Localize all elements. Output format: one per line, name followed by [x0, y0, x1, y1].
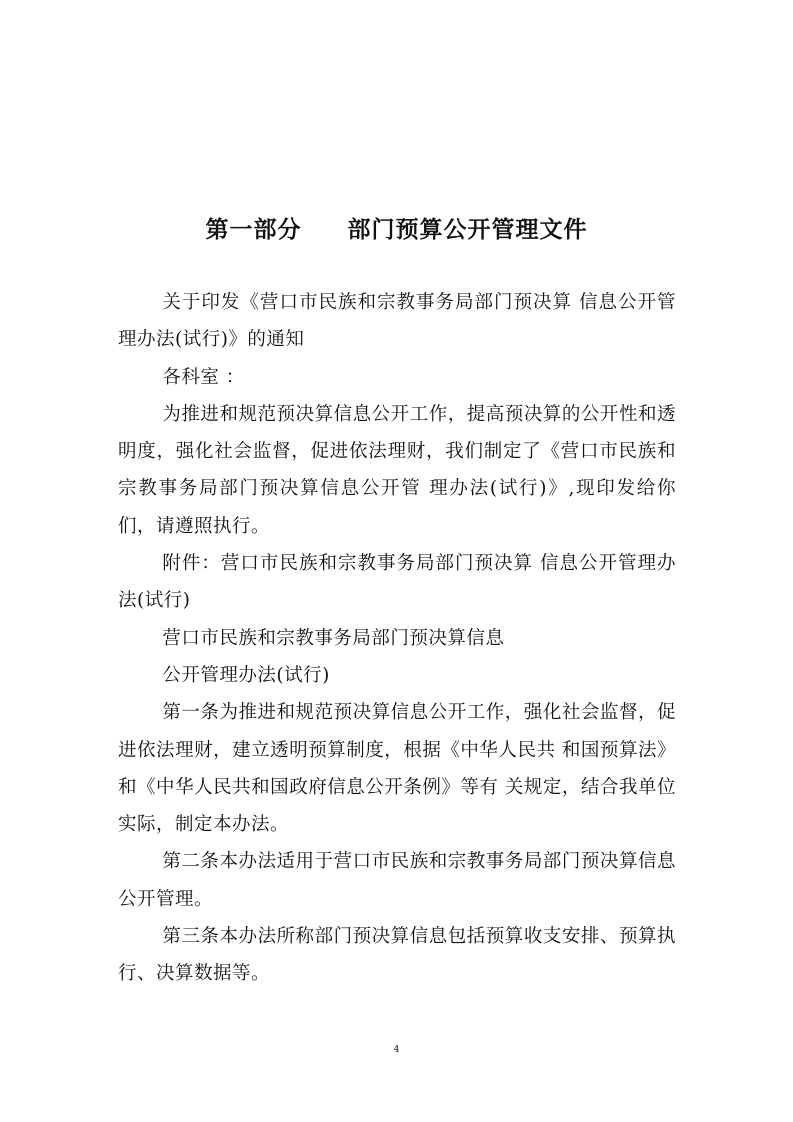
- measures-title-line-1: 营口市民族和宗教事务局部门预决算信息: [162, 627, 505, 649]
- notice-heading: 关于印发《营口市民族和宗教事务局部门预决算 信息公开管理办法(试行)》的通知: [118, 292, 676, 351]
- notice-paragraph: 为推进和规范预决算信息公开工作，提高预决算的公开性和透明度，强化社会监督，促进依法理财，我们制定了《营口市民族和宗教事务局部门预决算信息公开管 理办法(试行)》,现印发给你们，请遵照执行。: [118, 403, 676, 537]
- article-1: 第一条为推进和规范预决算信息公开工作，强化社会监督，促进依法理财，建立透明预算制度，根据《中华人民共 和国预算法》和《中华人民共和国政府信息公开条例》等有 关规定，结合我单位实际，制定本办法。: [118, 702, 676, 836]
- page-number: 4: [393, 1045, 400, 1055]
- page-title: [0, 212, 793, 248]
- article-3: 第三条本办法所称部门预决算信息包括预算收支安排、预算执行、决算数据等。: [118, 926, 676, 985]
- document-body: [118, 284, 676, 993]
- measures-title-line-2: 公开管理办法(试行): [162, 664, 330, 686]
- article-2: 第二条本办法适用于营口市民族和宗教事务局部门预决算信息公开管理。: [118, 851, 676, 910]
- attachment-line: 附件：营口市民族和宗教事务局部门预决算 信息公开管理办法(试行): [118, 553, 676, 612]
- title-name: 部门预算公开管理文件: [347, 217, 588, 243]
- title-part: 第一部分: [205, 217, 302, 243]
- salutation: 各科室 ：: [162, 366, 245, 388]
